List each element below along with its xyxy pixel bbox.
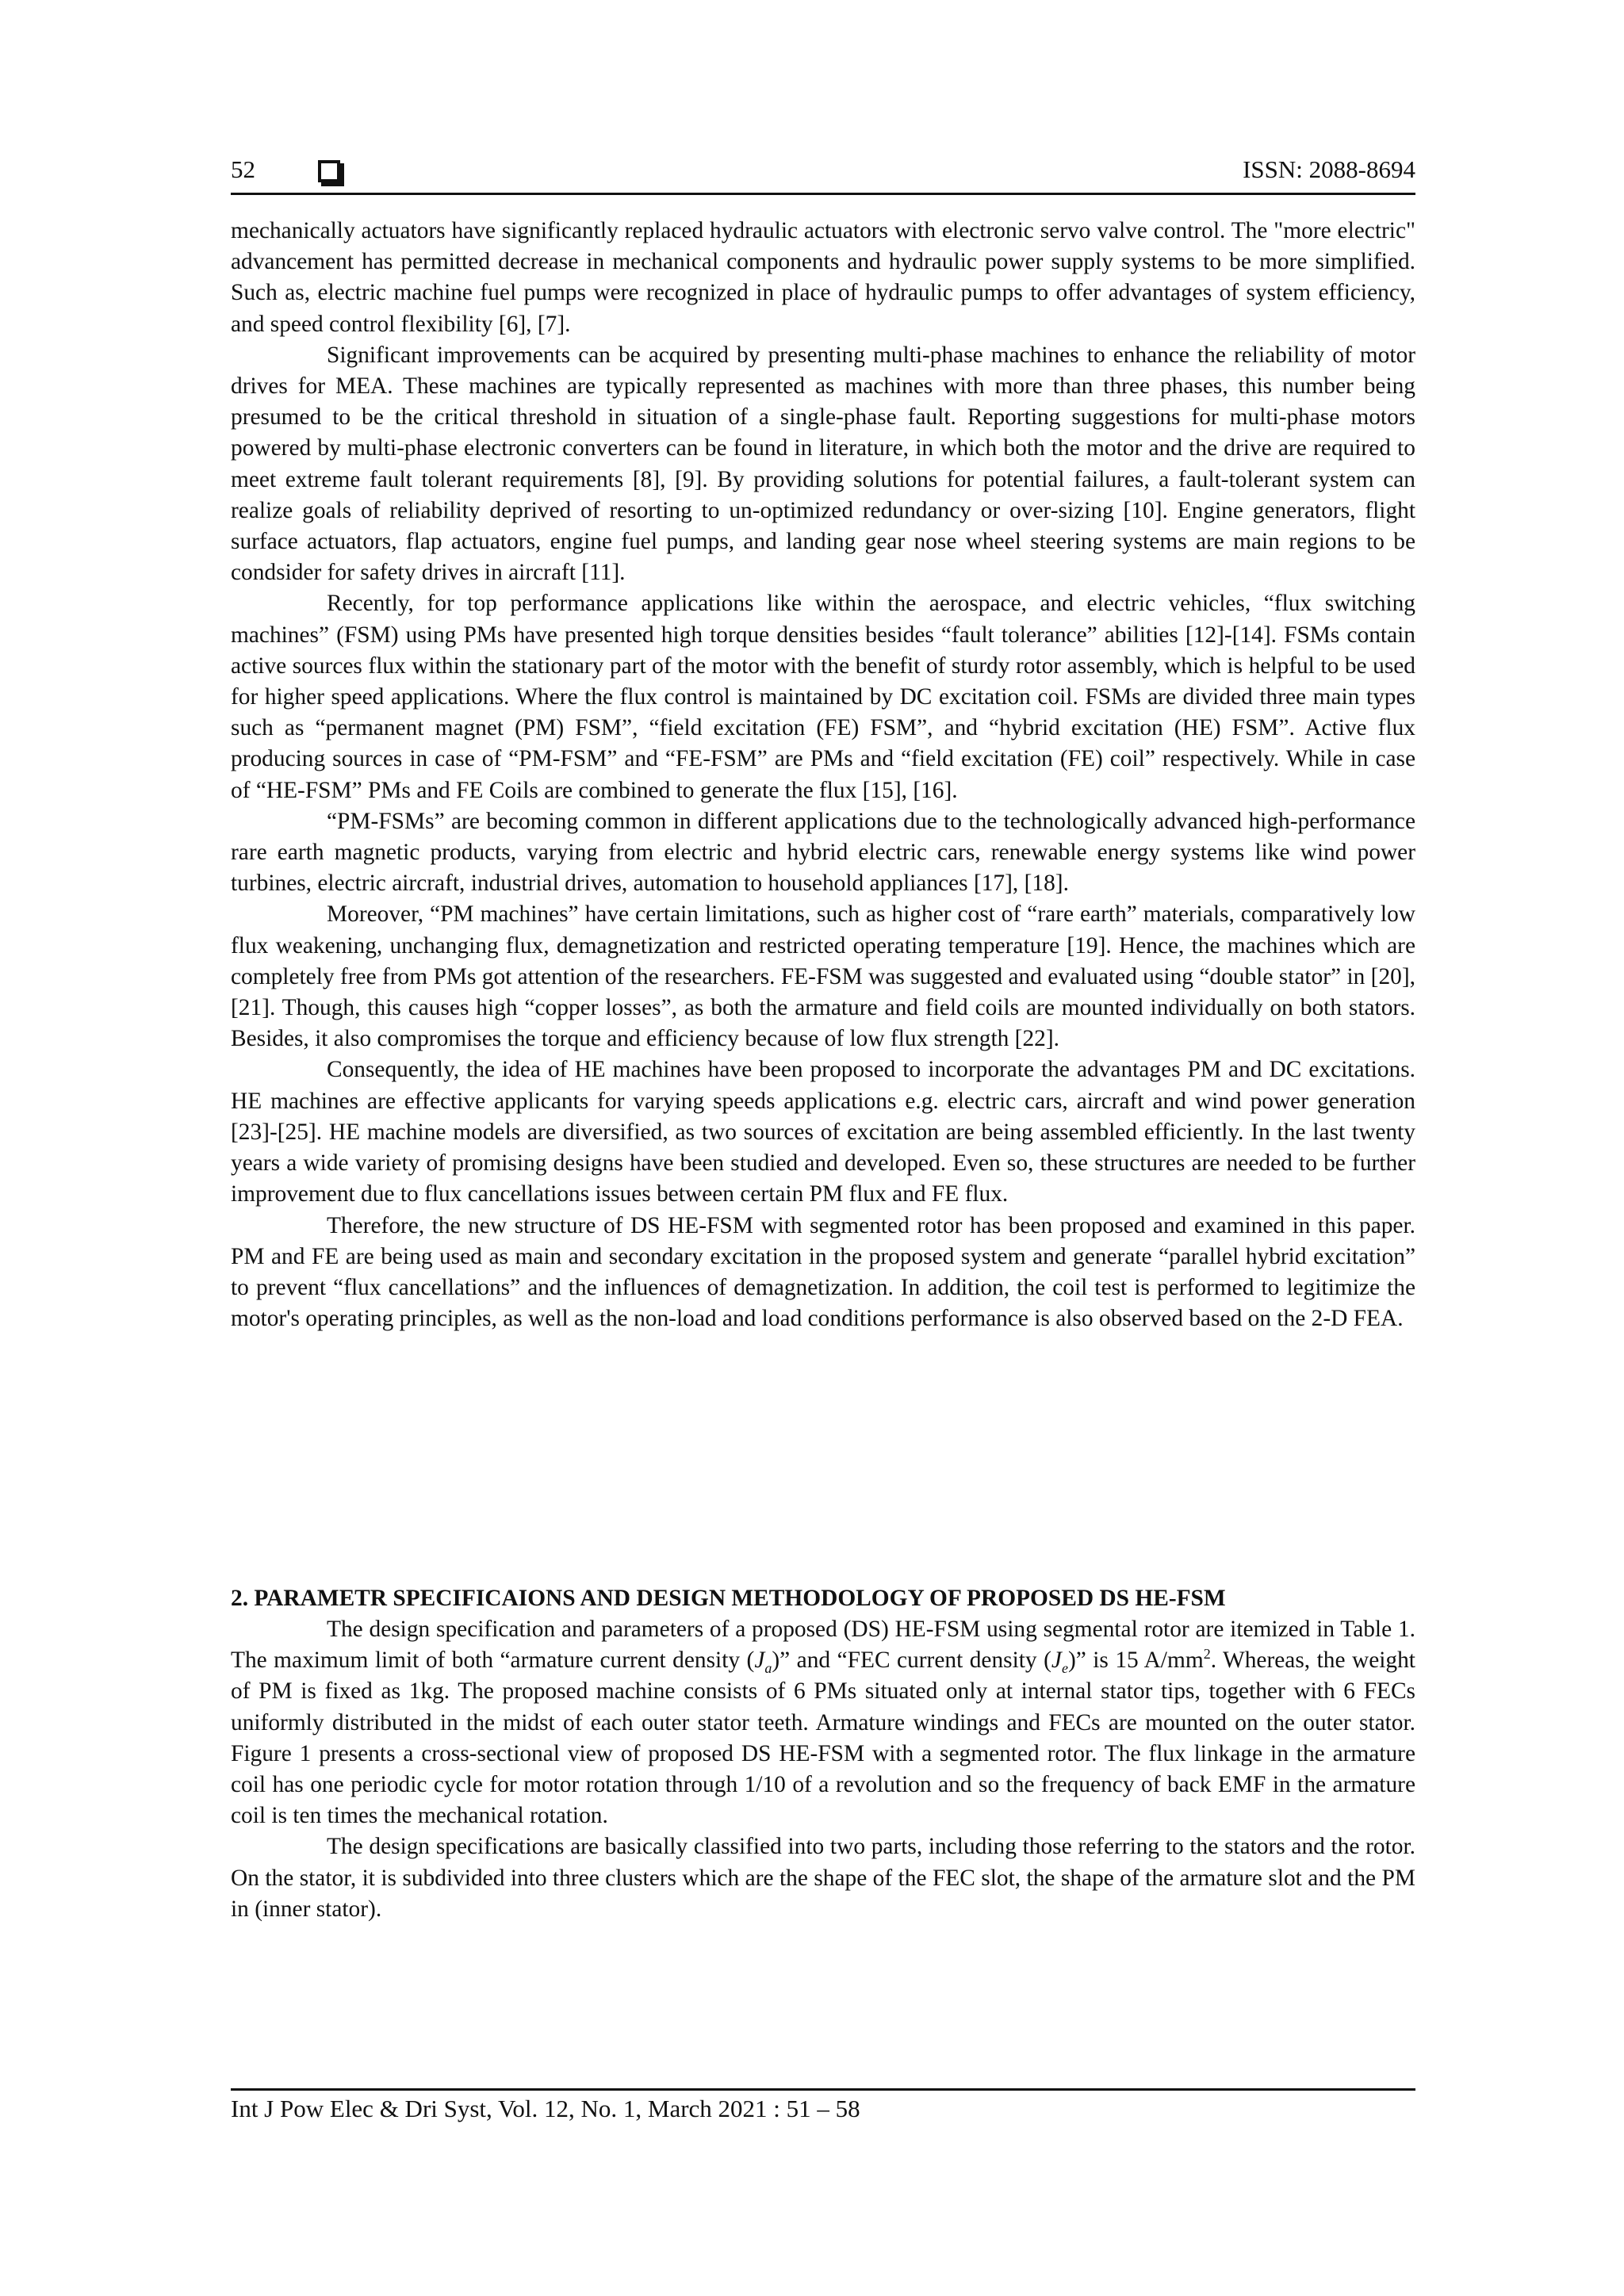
footer-citation: Int J Pow Elec & Dri Syst, Vol. 12, No. 1, March 2021 : 51 – 58 xyxy=(231,2095,860,2122)
paragraph-continued: mechanically actuators have significantly replaced hydraulic actuators with electronic servo valve control. The "more electric" advancement has permitted decrease in mechanical components and hydraulic power supply systems to be more simplified. Such as, electric machine fuel pumps were recognized in place of hydraulic pumps to offer advantages of system efficiency, and speed control flexibility [6], [7]. xyxy=(231,218,1415,337)
body-text xyxy=(231,216,1415,1334)
paragraph-he-machines: Consequently, the idea of HE machines have been proposed to incorporate the advantages PM and DC excitations. HE machines are effective applicants for varying speeds applications e.g. electric cars, aircraft and wind power generation [23]-[25]. HE machine models are diversified, as two sources of excitation are being assembled efficiently. In the last twenty years a wide variety of promising designs have been studied and developed. Even so, these structures are needed to be further improvement due to flux cancellations issues between certain PM flux and FE flux. xyxy=(231,1057,1415,1207)
page-header xyxy=(231,155,1415,193)
page-number: 52 xyxy=(231,155,255,183)
paragraph-pm-limitations: Moreover, “PM machines” have certain limitations, such as higher cost of “rare earth” materials, comparatively low flux weakening, unchanging flux, demagnetization and restricted operating temperature [19]. Hence, the machines which are completely free from PMs got attention of the researchers. FE-FSM was suggested and evaluated using “double stator” in [20], [21]. Though, this causes high “copper losses”, as both the armature and field coils are mounted individually on both stators. Besides, it also compromises the torque and efficiency because of low flux strength [22]. xyxy=(231,901,1415,1052)
paragraph-pm-fsm: “PM-FSMs” are becoming common in different applications due to the technologically advanced high-performance rare earth magnetic products, varying from electric and hybrid electric cars, renewable energy systems like wind power turbines, electric aircraft, industrial drives, automation to household appliances [17], [18]. xyxy=(231,808,1415,897)
footer-rule xyxy=(231,2088,1415,2091)
journal-issn: ISSN: 2088-8694 xyxy=(1243,155,1415,183)
paragraph-multiphase: Significant improvements can be acquired by presenting multi-phase machines to enhance the reliability of motor drives for MEA. These machines are typically represented as machines with more than three phases, this number being presumed to be the critical threshold in situation of a single-phase fault. Reporting suggestions for multi-phase motors powered by multi-phase electronic converters can be found in literature, in which both the motor and the drive are required to meet extreme fault tolerant requirements [8], [9]. By providing solutions for potential failures, a fault-tolerant system can realize goals of reliability deprived of resorting to un-optimized redundancy or over-sizing [10]. Engine generators, flight surface actuators, flap actuators, engine fuel pumps, and landing gear nose wheel steering systems are main regions to be condsider for safety drives in aircraft [11]. xyxy=(231,342,1415,586)
section-heading: 2. PARAMETR SPECIFICAIONS AND DESIGN METHODOLOGY OF PROPOSED DS HE-FSM xyxy=(231,1586,1226,1611)
section-body xyxy=(231,1614,1415,1925)
paragraph-design-classification: The design specifications are basically classified into two parts, including those referring to the stators and the rotor. On the stator, it is subdivided into three clusters which are the shape of the FEC slot, the shape of the armature slot and the PM in (inner stator). xyxy=(231,1834,1415,1922)
header-rule xyxy=(231,193,1415,195)
paragraph-proposed-structure: Therefore, the new structure of DS HE-FSM with segmented rotor has been proposed and examined in this paper. PM and FE are being used as main and secondary excitation in the proposed system and generate “parallel hybrid excitation” to prevent “flux cancellations” and the influences of demagnetization. In addition, the coil test is performed to legitimize the motor's operating principles, as well as the non-load and load conditions performance is also observed based on the 2-D FEA. xyxy=(231,1212,1415,1332)
checkbox-square-icon xyxy=(318,160,340,182)
paragraph-design-spec: The design specification and parameters of a proposed (DS) HE-FSM using segmental rotor are itemized in Table 1. The maximum limit of both “armature current density $(J_a)$” and “FEC current density $(J_e)$” is 15 $A/mm^2$. Whereas, the weight of PM is fixed as 1kg. The proposed machine consists of 6 PMs situated only at internal stator tips, together with 6 FECs uniformly distributed in the midst of each outer stator teeth. Armature windings and FECs are mounted on the outer stator. Figure 1 presents a cross-sectional view of proposed DS HE-FSM with a segmented rotor. The flux linkage in the armature coil has one periodic cycle for motor rotation through 1/10 of a revolution and so the frequency of back EMF in the armature coil is ten times the mechanical rotation. xyxy=(231,1617,1415,1829)
paragraph-fsm: Recently, for top performance applications like within the aerospace, and electric vehicles, “flux switching machines” (FSM) using PMs have presented high torque densities besides “fault tolerance” abilities [12]-[14]. FSMs contain active sources flux within the stationary part of the motor with the benefit of sturdy rotor assembly, which is helpful to be used for higher speed applications. Where the flux control is maintained by DC excitation coil. FSMs are divided three main types such as “permanent magnet (PM) FSM”, “field excitation (FE) FSM”, and “hybrid excitation (HE) FSM”. Active flux producing sources in case of “PM-FSM” and “FE-FSM” are PMs and “field excitation (FE) coil” respectively. While in case of “HE-FSM” PMs and FE Coils are combined to generate the flux [15], [16]. xyxy=(231,591,1415,803)
